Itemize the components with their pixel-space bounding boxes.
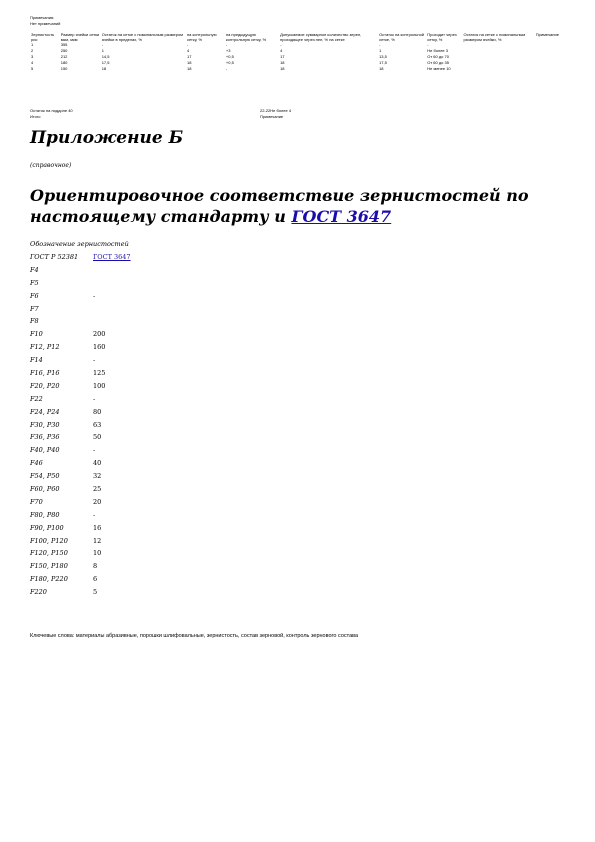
table-cell: 17,5 [379, 60, 387, 65]
correspondence-row [30, 496, 153, 509]
correspondence-row [30, 535, 153, 548]
appendix-title: Приложение Б [30, 128, 184, 148]
table-cell: +0,5 [225, 60, 234, 65]
grain-gost-3647: - [93, 446, 96, 455]
grain-gost-3647 [93, 264, 153, 277]
top-note-line: Примечания: [30, 15, 55, 20]
correspondence-row [30, 406, 153, 419]
table-cell: Не менее 10 [427, 66, 451, 71]
grain-gost-3647: 100 [93, 381, 106, 390]
correspondence-header: Обозначение зернистостей [30, 240, 129, 248]
table-cell: 355 [60, 42, 68, 47]
grain-gost-3647: - [93, 356, 96, 365]
table-footer-cell: 2 [265, 108, 269, 113]
grain-gost-3647: 16 [93, 523, 102, 532]
grain-gost-3647 [93, 303, 153, 316]
table-cell: 17,5 [101, 60, 110, 65]
grain-gost-r-52381: F30, P30 [30, 420, 60, 429]
grain-gost-3647 [93, 315, 153, 328]
table-cell: 17 [280, 54, 285, 59]
table-cell: - [427, 42, 429, 47]
grain-gost-r-52381: F150, P180 [30, 562, 68, 571]
table-cell: 18 [186, 60, 192, 65]
correspondence-table [30, 238, 153, 599]
table-header-cell: Проходит через сетку, % [427, 32, 457, 42]
grain-gost-3647: 80 [93, 407, 102, 416]
correspondence-row [30, 522, 153, 535]
table-footer [30, 108, 560, 120]
document-title [30, 185, 570, 227]
table-cell: +0,5 [225, 54, 234, 59]
grain-gost-r-52381: F54, P50 [30, 472, 60, 481]
table-row [30, 66, 560, 72]
correspondence-row [30, 303, 153, 316]
grain-gost-3647: 12 [93, 536, 102, 545]
grain-gost-3647: 20 [93, 497, 102, 506]
table-cell: - [225, 42, 228, 47]
table-cell: 150 [60, 66, 68, 71]
table-header-cell: Размер ячейки сетки мкм, мкм [60, 32, 100, 42]
grain-gost-3647 [93, 277, 153, 290]
grain-gost-r-52381: F80, P80 [30, 510, 60, 519]
grain-gost-r-52381: F22 [30, 394, 43, 403]
table-header-cell: Остаток на контрольной сетке, % [379, 32, 425, 42]
grain-gost-r-52381: F60, P60 [30, 485, 60, 494]
table-cell: 212 [60, 54, 68, 59]
grain-gost-r-52381: F180, P220 [30, 575, 68, 584]
top-note-line: Нет примечаний [30, 21, 61, 26]
grain-gost-3647: 32 [93, 472, 102, 481]
grain-gost-r-52381: F14 [30, 356, 43, 365]
table-header-cell: Остаток на сетке с номинальным размером ячейки в пределах, % [101, 32, 183, 42]
table-cell: 14,5 [101, 54, 110, 59]
grain-gost-r-52381: F220 [30, 588, 47, 597]
grain-gost-r-52381: F8 [30, 317, 39, 326]
keywords: Ключевые слова: материалы абразивные, порошки шлифовальные, зернистость, состав зерновой, контроль зернового состава [30, 633, 359, 639]
table-cell: 18 [379, 66, 384, 71]
table-cell: 18 [186, 66, 192, 71]
grain-gost-r-52381: F120, P150 [30, 549, 68, 558]
table-cell: 180 [60, 60, 68, 65]
correspondence-row [30, 341, 153, 354]
title-text: Ориентировочное соответствие зернистостей по настоящему стандарту и [30, 186, 529, 226]
table-cell: - [186, 42, 189, 47]
table-cell: 1 [101, 48, 104, 53]
table-cell [535, 66, 560, 72]
correspondence-row [30, 328, 153, 341]
grain-gost-3647: - [93, 510, 96, 519]
table-cell: - [225, 66, 228, 71]
gost-3647-link[interactable]: ГОСТ 3647 [291, 207, 392, 226]
table-cell: 1 [31, 42, 34, 47]
table-header-cell: Зернистость рис [31, 32, 55, 42]
table-footer-cell: Не более 4 [270, 108, 292, 113]
grain-gost-r-52381: F90, P100 [30, 523, 64, 532]
grain-gost-3647: 10 [93, 549, 102, 558]
grain-table [30, 32, 560, 72]
table-header-row [30, 32, 560, 42]
grain-gost-r-52381: F24, P24 [30, 407, 60, 416]
table-cell: 17 [186, 54, 192, 59]
column-gost-3647-link[interactable]: ГОСТ 3647 [93, 253, 131, 261]
table-cell: Не более 3 [427, 48, 448, 53]
grain-gost-r-52381: F4 [30, 265, 39, 274]
grain-gost-3647: 25 [93, 485, 102, 494]
table-footer-cell: Примечание [260, 114, 284, 119]
table-footer-row [30, 114, 560, 120]
table-header-cell: Остаток на сетке с номинальным размером ячейки, % [463, 32, 526, 42]
table-cell: 2 [31, 48, 34, 53]
table-cell: 4 [280, 48, 283, 53]
appendix-note: (справочное) [30, 162, 72, 169]
correspondence-row [30, 380, 153, 393]
correspondence-row [30, 277, 153, 290]
grain-gost-3647: 200 [93, 330, 106, 339]
grain-gost-3647: - [93, 291, 96, 300]
table-footer-cell: Остаток на поддоне 40 [30, 108, 73, 113]
correspondence-column-row [30, 251, 153, 264]
correspondence-row [30, 586, 153, 599]
table-cell: - [379, 42, 381, 47]
grain-gost-3647: 160 [93, 343, 106, 352]
correspondence-row [30, 509, 153, 522]
correspondence-row [30, 573, 153, 586]
table-cell: 1 [379, 48, 382, 53]
correspondence-row [30, 367, 153, 380]
correspondence-row [30, 470, 153, 483]
column-gost-r-52381: ГОСТ Р 52381 [30, 253, 79, 261]
grain-gost-r-52381: F6 [30, 291, 39, 300]
table-cell: 250 [60, 48, 68, 53]
correspondence-row [30, 354, 153, 367]
table-header-cell: на предыдущую контрольную сетку, % [225, 32, 267, 42]
correspondence-row [30, 315, 153, 328]
table-cell: 4 [186, 48, 190, 53]
grain-gost-3647: - [93, 394, 96, 403]
table-cell [462, 66, 534, 72]
grain-gost-r-52381: F100, P120 [30, 536, 68, 545]
table-footer-cell: 2 [260, 108, 263, 113]
top-notes [30, 15, 60, 27]
table-cell: 3 [31, 54, 34, 59]
correspondence-row [30, 264, 153, 277]
table-cell: 18 [101, 66, 107, 71]
grain-gost-r-52381: F36, P36 [30, 433, 60, 442]
table-cell: От 60 до 70 [427, 54, 449, 59]
table-header-cell: на контрольную сетку, % [186, 32, 217, 42]
table-cell: От 60 до 35 [427, 60, 449, 65]
grain-gost-3647: 40 [93, 459, 102, 468]
table-cell: 18 [280, 60, 285, 65]
grain-gost-r-52381: F7 [30, 304, 39, 313]
grain-gost-3647: 6 [93, 575, 98, 584]
grain-gost-3647: 5 [93, 588, 98, 597]
correspondence-row [30, 290, 153, 303]
correspondence-row [30, 547, 153, 560]
grain-gost-3647: 125 [93, 369, 106, 378]
correspondence-row [30, 419, 153, 432]
table-cell: - [280, 42, 282, 47]
grain-gost-r-52381: F12, P12 [30, 343, 60, 352]
grain-gost-r-52381: F16, P16 [30, 369, 60, 378]
correspondence-row [30, 560, 153, 573]
table-header-cell: Допускаемое суммарное количество зерен, проходящее через нее, % на сетке [280, 32, 362, 42]
grain-gost-3647: 8 [93, 562, 98, 571]
table-body [30, 42, 560, 72]
correspondence-row [30, 444, 153, 457]
correspondence-row [30, 483, 153, 496]
grain-gost-r-52381: F70 [30, 497, 43, 506]
table-cell: - [101, 42, 104, 47]
correspondence-row [30, 457, 153, 470]
grain-gost-r-52381: F40, P40 [30, 446, 60, 455]
grain-gost-r-52381: F5 [30, 278, 39, 287]
table-cell: +3 [225, 48, 231, 53]
grain-gost-r-52381: F46 [30, 459, 43, 468]
grain-gost-r-52381: F10 [30, 330, 43, 339]
grain-gost-3647: 50 [93, 433, 102, 442]
table-header-cell: Примечание [535, 32, 559, 37]
correspondence-rows [30, 264, 153, 599]
grain-gost-3647: 63 [93, 420, 102, 429]
table-footer-cell: 2 [268, 108, 271, 113]
table-footer-cell: 2 [262, 108, 265, 113]
table-cell: 5 [31, 66, 34, 71]
table-cell: 4 [31, 60, 34, 65]
table-cell: 13,5 [379, 54, 387, 59]
table-footer-cell: - [264, 108, 266, 113]
correspondence-row [30, 431, 153, 444]
table-cell: 18 [280, 66, 285, 71]
table-footer-cell: Итого [30, 114, 41, 119]
grain-gost-r-52381: F20, P20 [30, 381, 60, 390]
correspondence-row [30, 393, 153, 406]
